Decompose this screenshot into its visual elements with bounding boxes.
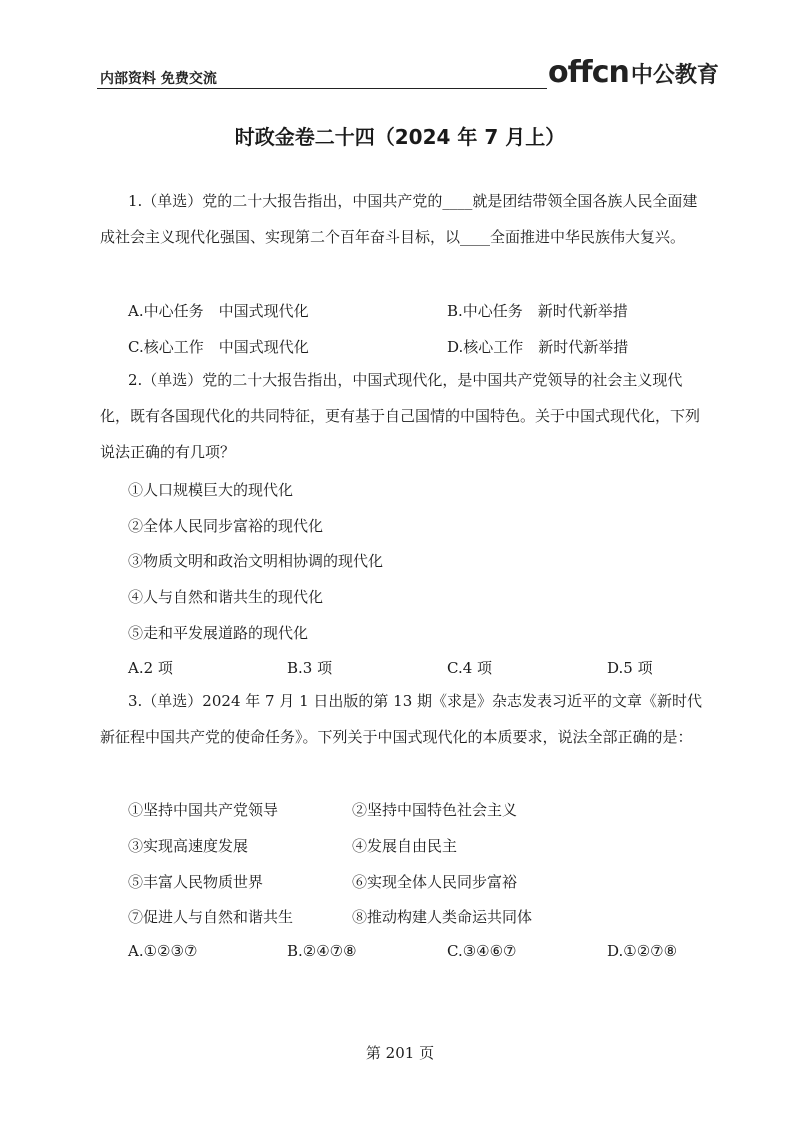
q3-item-1: ①坚持中国共产党领导	[128, 801, 279, 819]
q2-item-5: ⑤走和平发展道路的现代化	[128, 624, 309, 642]
page-title: 时政金卷二十四（2024 年 7 月上）	[234, 125, 566, 149]
q3-option-d: D.①②⑦⑧	[607, 942, 678, 960]
q3-item-6: ⑥实现全体人民同步富裕	[352, 873, 518, 891]
question-2-stem: 2.（单选）党的二十大报告指出，中国式现代化，是中国共产党领导的社会主义现代化，既有各国现代化的共同特征，更有基于自己国情的中国特色。关于中国式现代化，下列说法正确的有几项？	[100, 371, 701, 461]
q1-option-d: D.核心工作 新时代新举措	[447, 338, 629, 356]
q2-option-b: B.3 项	[287, 659, 333, 677]
q3-item-4: ④发展自由民主	[352, 837, 458, 855]
logo-text-en: offcn	[548, 55, 629, 90]
q3-option-c: C.③④⑥⑦	[447, 942, 517, 960]
q1-option-a: A.中心任务 中国式现代化	[128, 302, 309, 320]
q3-item-3: ③实现高速度发展	[128, 837, 249, 855]
q3-option-a: A.①②③⑦	[128, 942, 198, 960]
q1-option-c: C.核心工作 中国式现代化	[128, 338, 309, 356]
q2-option-c: C.4 项	[447, 659, 493, 677]
header-label: 内部资料 免费交流	[100, 71, 217, 87]
q3-item-5: ⑤丰富人民物质世界	[128, 873, 264, 891]
q3-option-b: B.②④⑦⑧	[287, 942, 357, 960]
q2-item-4: ④人与自然和谐共生的现代化	[128, 588, 324, 606]
page-number: 第 201 页	[365, 1044, 435, 1062]
q2-item-3: ③物质文明和政治文明相协调的现代化	[128, 552, 384, 570]
header-rule	[97, 88, 547, 89]
q1-option-b: B.中心任务 新时代新举措	[447, 302, 628, 320]
q2-item-2: ②全体人民同步富裕的现代化	[128, 517, 324, 535]
q3-item-7: ⑦促进人与自然和谐共生	[128, 908, 294, 926]
q2-item-1: ①人口规模巨大的现代化	[128, 481, 294, 499]
q2-option-d: D.5 项	[607, 659, 653, 677]
q3-item-8: ⑧推动构建人类命运共同体	[352, 908, 533, 926]
offcn-logo	[548, 55, 719, 90]
question-1-stem: 1.（单选）党的二十大报告指出，中国共产党的____就是团结带领全国各族人民全面建成社会主义现代化强国、实现第二个百年奋斗目标，以____全面推进中华民族伟大复兴。	[100, 192, 698, 246]
q2-option-a: A.2 项	[128, 659, 173, 677]
question-3-stem: 3.（单选）2024 年 7 月 1 日出版的第 13 期《求是》杂志发表习近平的文章《新时代新征程中国共产党的使命任务》。下列关于中国式现代化的本质要求，说法全部正确的是：	[100, 692, 703, 746]
logo-text-cn: 中公教育	[630, 63, 719, 88]
q3-item-2: ②坚持中国特色社会主义	[352, 801, 518, 819]
